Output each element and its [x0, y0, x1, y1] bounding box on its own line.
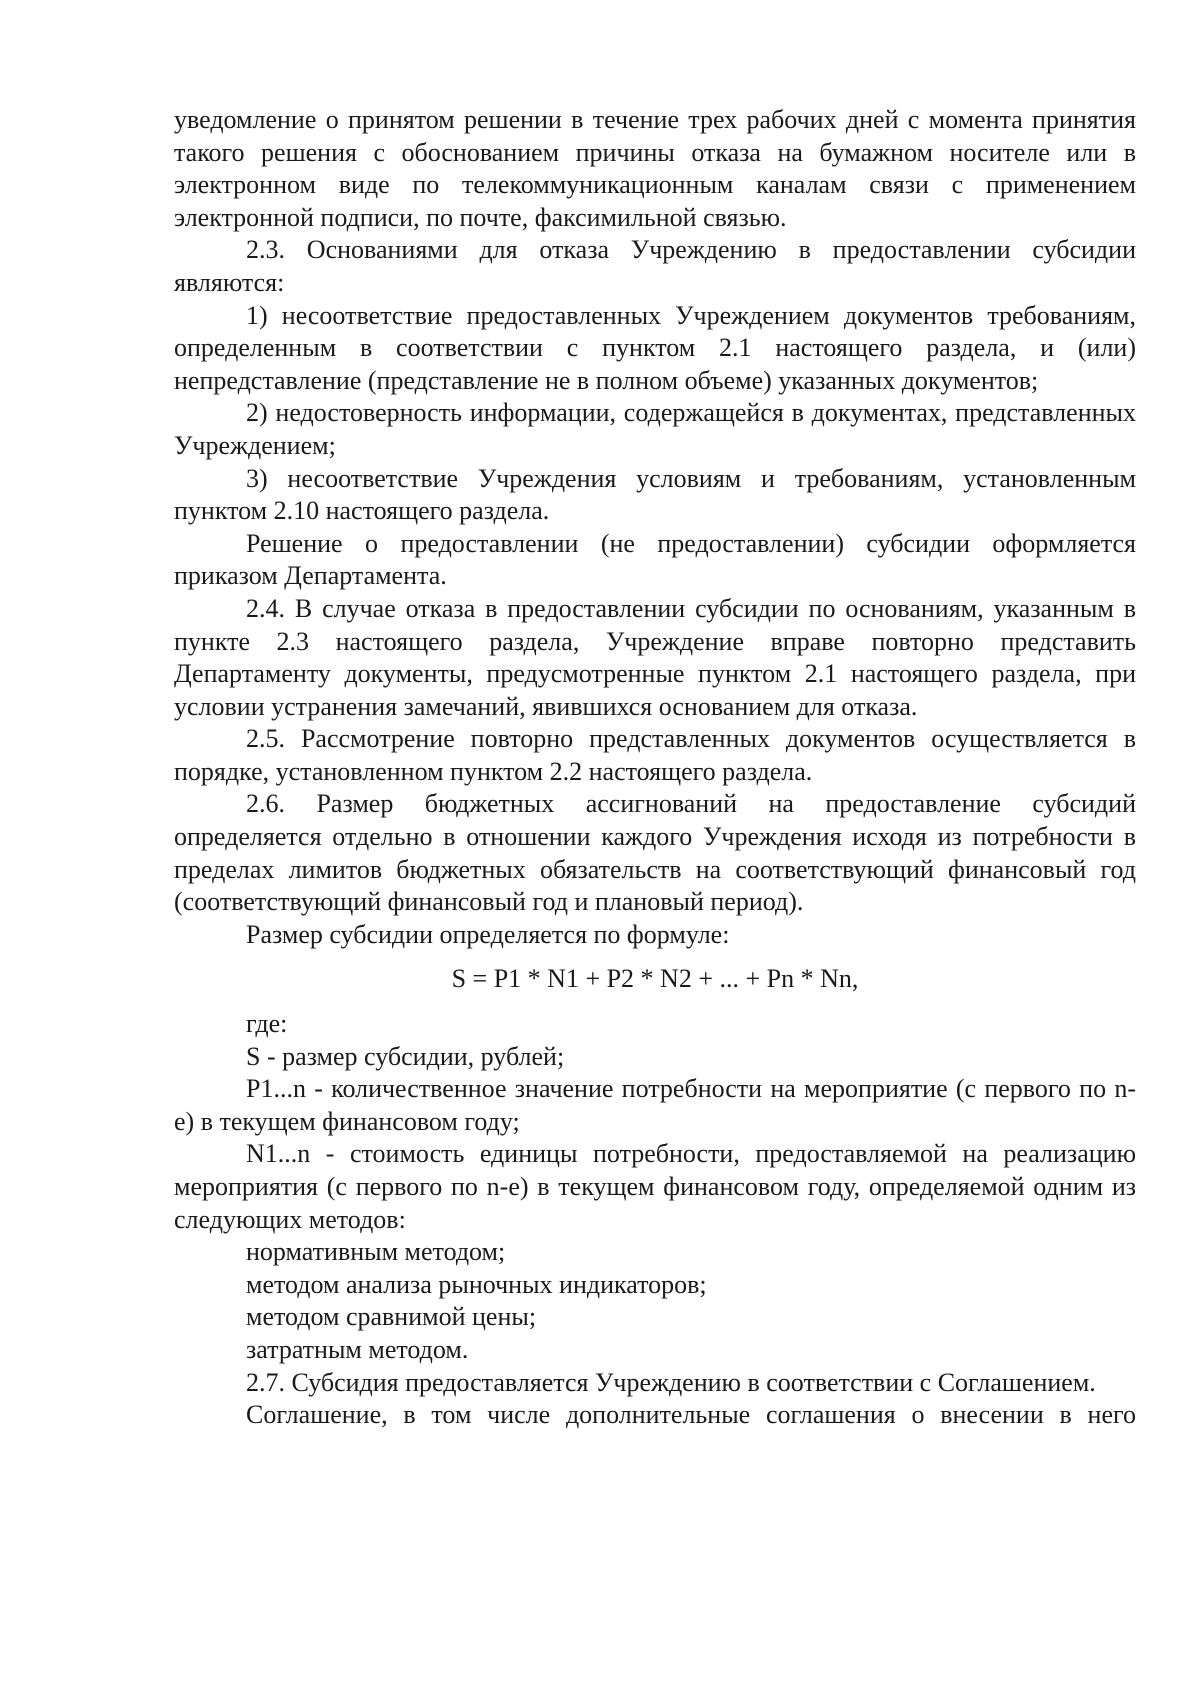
paragraph-2-3-item-2: 2) недостоверность информации, содержащейся в документах, представленных Учреждением; — [174, 398, 1136, 460]
paragraph-notification: уведомление о принятом решении в течение трех рабочих дней с момента принятия такого решения с обоснованием причины отказа на бумажном носителе или в электронном виде по телекоммуникационным каналам связи с применением электронной подписи, по почте, факсимильной связью. — [174, 105, 1136, 232]
document-page — [174, 104, 1136, 1432]
paragraph-2-5: 2.5. Рассмотрение повторно представленных документов осуществляется в порядке, установленном пунктом 2.2 настоящего раздела. — [174, 724, 1136, 786]
paragraph-decision: Решение о предоставлении (не предоставлении) субсидии оформляется приказом Департамента. — [174, 528, 1136, 591]
definition-p: P1...n - количественное значение потребности на мероприятие (с первого по n-е) в текущем финансовом году; — [174, 1074, 1136, 1136]
paragraph-2-7: 2.7. Субсидия предоставляется Учреждению в соответствии с Соглашением. — [246, 1367, 1096, 1397]
method-item: нормативным методом; — [246, 1237, 506, 1267]
paragraph-2-3-item-1: 1) несоответствие предоставленных Учреждением документов требованиям, определенным в соответствии с пунктом 2.1 настоящего раздела, и (или) непредставление (представление не в полном объеме) указанных документов; — [174, 300, 1136, 395]
paragraph-formula-intro: Размер субсидии определяется по формуле: — [246, 919, 730, 949]
paragraph-2-3-item-3: 3) несоответствие Учреждения условиям и требованиям, установленным пунктом 2.10 настоящего раздела. — [174, 463, 1136, 526]
paragraph-2-3: 2.3. Основаниями для отказа Учреждению в предоставлении субсидии являются: — [174, 235, 1136, 297]
subsidy-formula: S = P1 * N1 + P2 * N2 + ... + Pn * Nn, — [451, 964, 859, 994]
method-item: затратным методом. — [246, 1334, 469, 1364]
definition-s: S - размер субсидии, рублей; — [246, 1041, 565, 1071]
paragraph-2-6: 2.6. Размер бюджетных ассигнований на предоставление субсидий определяется отдельно в отношении каждого Учреждения исходя из потребности в пределах лимитов бюджетных обязательств на соответствующий финансовый год (соответствующий финансовый год и плановый период). — [174, 789, 1136, 917]
paragraph-2-4: 2.4. В случае отказа в предоставлении субсидии по основаниям, указанным в пункте 2.3 настоящего раздела, Учреждение вправе повторно представить Департаменту документы, предусмотренные пунктом 2.1 настоящего раздела, при условии устранения замечаний, явившихся основанием для отказа. — [174, 593, 1136, 721]
method-item: методом сравнимой цены; — [246, 1302, 537, 1332]
paragraph-agreement: Соглашение, в том числе дополнительные соглашения о внесении в него — [246, 1400, 1136, 1430]
where-label: где: — [246, 1009, 288, 1039]
definition-n: N1...n - стоимость единицы потребности, предоставляемой на реализацию мероприятия (с первого по n-е) в текущем финансовом году, определяемой одним из следующих методов: — [174, 1139, 1136, 1234]
method-item: методом анализа рыночных индикаторов; — [246, 1269, 707, 1299]
